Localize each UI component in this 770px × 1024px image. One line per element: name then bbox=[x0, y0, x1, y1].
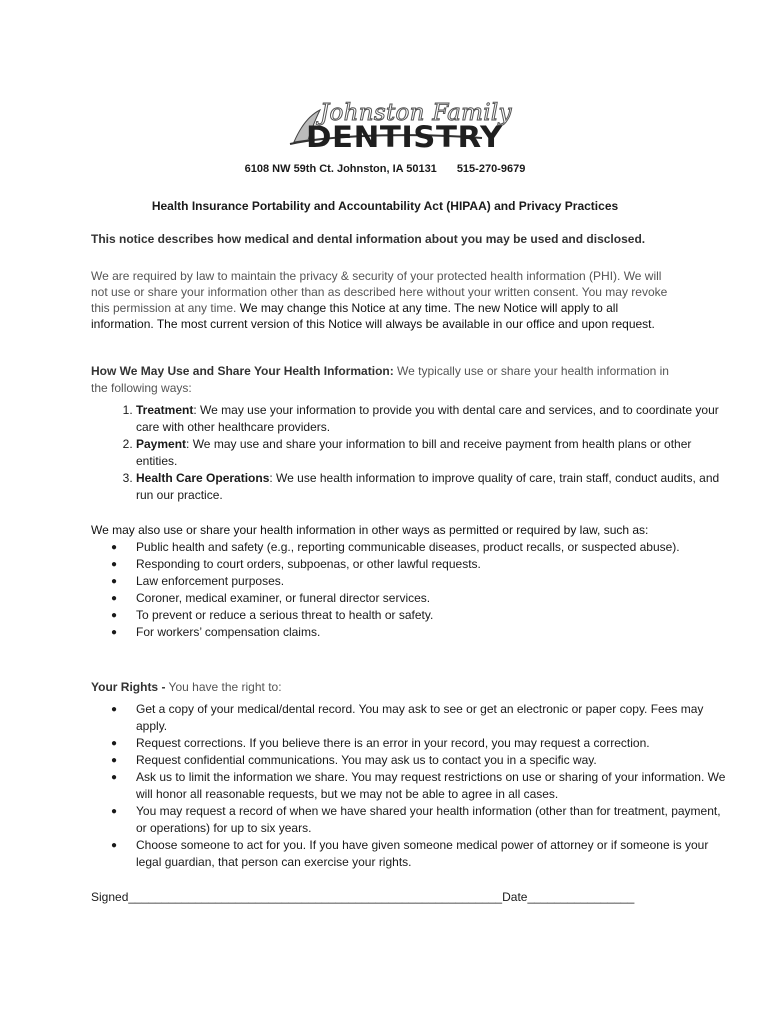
list-item bbox=[111, 701, 726, 735]
list-item-text: Law enforcement purposes. bbox=[136, 574, 285, 588]
list-item bbox=[111, 735, 726, 752]
list-item-text: You may request a record of when we have shared your health information (other than for treatment, payment, or operations) for up to six years. bbox=[136, 804, 721, 835]
notice-statement: This notice describes how medical and dental information about you may be used and disclosed. bbox=[91, 232, 646, 246]
list-item bbox=[111, 769, 726, 803]
list-item-text: Ask us to limit the information we share. You may request restrictions on use or sharing of your information. We will honor all reasonable requests, but we may not be able to agree in all cases. bbox=[136, 770, 726, 801]
uses-heading bbox=[91, 363, 681, 397]
bullet-icon: ● bbox=[111, 772, 118, 783]
phone: 515-270-9679 bbox=[456, 163, 526, 175]
list-item bbox=[111, 803, 726, 837]
logo-main-text: DENTISTRY bbox=[306, 120, 503, 154]
date-field[interactable]: ________________ bbox=[527, 890, 635, 904]
date-label: Date bbox=[502, 890, 528, 904]
list-item-text: Public health and safety (e.g., reporting communicable diseases, product recalls, or suspected abuse). bbox=[136, 540, 680, 554]
list-item bbox=[111, 573, 726, 590]
practice-logo bbox=[286, 98, 512, 154]
logo-script-text: Johnston Family bbox=[320, 100, 512, 126]
address: 6108 NW 59th Ct. Johnston, IA 50131 bbox=[244, 163, 437, 175]
signed-label: Signed bbox=[91, 890, 129, 904]
rights-heading bbox=[91, 679, 681, 696]
intro-paragraph bbox=[91, 268, 681, 332]
list-item-text: Get a copy of your medical/dental record. You may ask to see or get an electronic or paper copy. Fees may apply. bbox=[136, 702, 704, 733]
list-item bbox=[111, 556, 726, 573]
use-term: Treatment bbox=[136, 403, 194, 417]
list-item-text: Request corrections. If you believe there is an error in your record, you may request a correction. bbox=[136, 736, 650, 750]
bullet-icon: ● bbox=[111, 627, 118, 638]
use-term: Health Care Operations bbox=[136, 471, 270, 485]
intro-part-1: We are required by law to maintain the privacy & security of your protected health information (PHI). We will not use or share your information other than as described here without your written consent. You may revoke this permission at any time. bbox=[91, 269, 668, 315]
bullet-icon: ● bbox=[111, 593, 118, 604]
list-item bbox=[111, 752, 726, 769]
bullet-icon: ● bbox=[111, 704, 118, 715]
list-item bbox=[111, 607, 726, 624]
signature-line bbox=[91, 890, 634, 904]
list-item-text: Responding to court orders, subpoenas, or other lawful requests. bbox=[136, 557, 481, 571]
list-item bbox=[111, 624, 726, 641]
bullet-icon: ● bbox=[111, 806, 118, 817]
list-item-text: To prevent or reduce a serious threat to health or safety. bbox=[136, 608, 434, 622]
document-title: Health Insurance Portability and Accountability Act (HIPAA) and Privacy Practices bbox=[151, 199, 619, 213]
list-item bbox=[111, 837, 726, 871]
list-item bbox=[136, 470, 726, 504]
rights-list bbox=[91, 701, 726, 871]
use-text: : We use health information to improve quality of care, train staff, conduct audits, and run our practice. bbox=[136, 471, 720, 502]
use-text: : We may use your information to provide you with dental care and services, and to coordinate your care with other healthcare providers. bbox=[136, 403, 719, 434]
list-item bbox=[111, 590, 726, 607]
intro-part-2: We may change this Notice at any time. The new Notice will apply to all information. The most current version of this Notice will always be available in our office and upon request. bbox=[91, 301, 655, 331]
signed-field[interactable]: ________________________________________________________ bbox=[128, 890, 503, 904]
list-item-text: For workers’ compensation claims. bbox=[136, 625, 321, 639]
uses-list bbox=[91, 402, 726, 504]
contact-line bbox=[0, 163, 770, 175]
other-uses-intro: We may also use or share your health information in other ways as permitted or required by law, such as: bbox=[91, 523, 649, 537]
list-item-text: Coroner, medical examiner, or funeral director services. bbox=[136, 591, 431, 605]
bullet-icon: ● bbox=[111, 542, 118, 553]
list-item bbox=[136, 402, 726, 436]
list-item-text: Choose someone to act for you. If you have given someone medical power of attorney or if someone is your legal guardian, that person can exercise your rights. bbox=[136, 838, 709, 869]
list-item bbox=[111, 539, 726, 556]
bullet-icon: ● bbox=[111, 576, 118, 587]
bullet-icon: ● bbox=[111, 610, 118, 621]
list-item-text: Request confidential communications. You may ask us to contact you in a specific way. bbox=[136, 753, 597, 767]
use-term: Payment bbox=[136, 437, 187, 451]
list-item bbox=[136, 436, 726, 470]
uses-heading-rest: We typically use or share your health information in the following ways: bbox=[91, 364, 669, 395]
rights-heading-label: Your Rights - bbox=[91, 680, 166, 694]
uses-heading-label: How We May Use and Share Your Health Information: bbox=[91, 364, 394, 378]
bullet-icon: ● bbox=[111, 755, 118, 766]
bullet-icon: ● bbox=[111, 840, 118, 851]
other-uses-list bbox=[91, 539, 726, 641]
rights-heading-rest: You have the right to: bbox=[165, 680, 282, 694]
bullet-icon: ● bbox=[111, 559, 118, 570]
bullet-icon: ● bbox=[111, 738, 118, 749]
use-text: : We may use and share your information to bill and receive payment from health plans or other entities. bbox=[136, 437, 692, 468]
